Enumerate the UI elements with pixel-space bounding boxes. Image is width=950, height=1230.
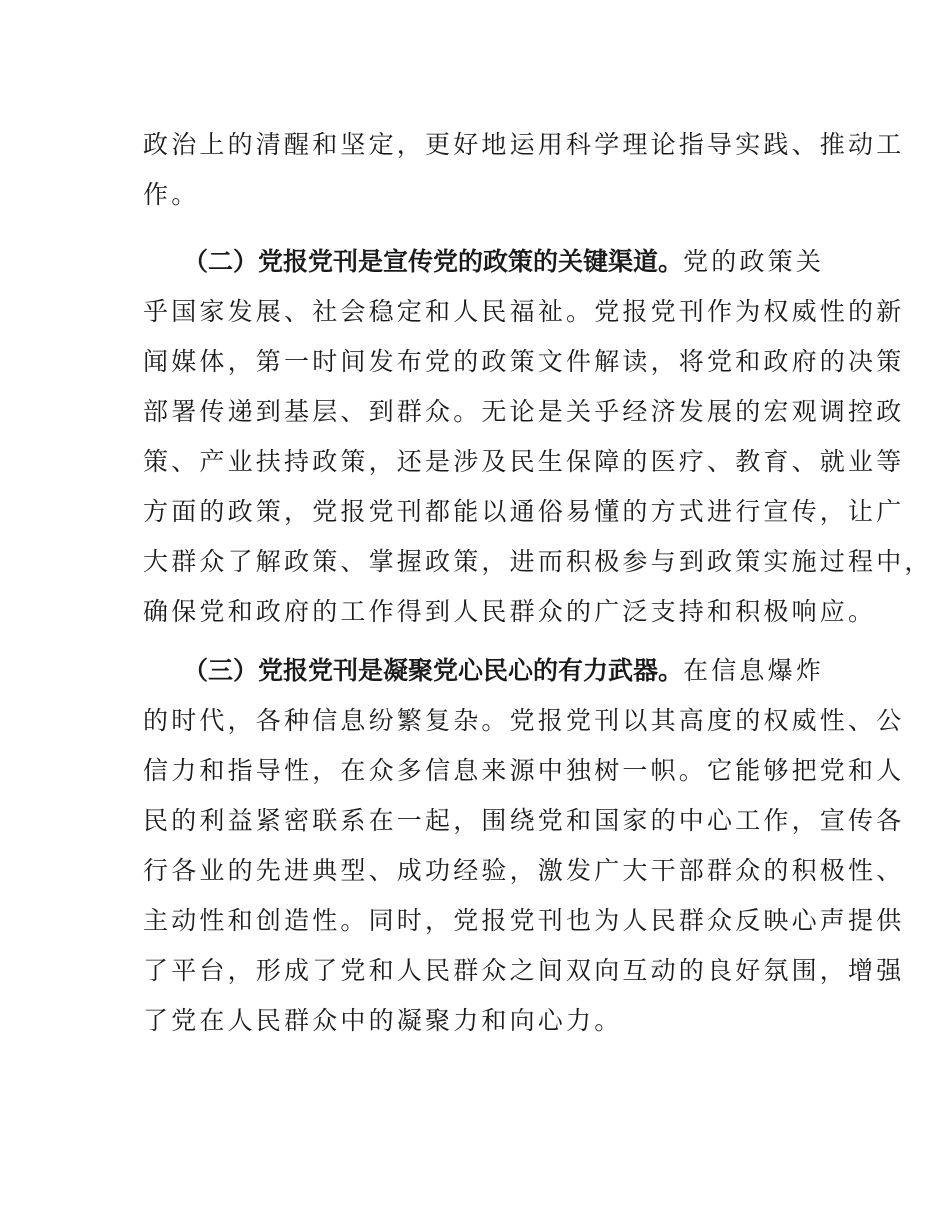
paragraph-line: 乎国家发展、社会稳定和人民福祉。党报党刊作为权威性的新 (143, 297, 905, 326)
paragraph-line: 部署传递到基层、到群众。无论是关乎经济发展的宏观调控政 (143, 397, 905, 426)
paragraph-line: 作。 (143, 180, 200, 209)
paragraph-line: 策、产业扶持政策，还是涉及民生保障的医疗、教育、就业等 (143, 447, 905, 476)
paragraph-line: 行各业的先进典型、成功经验，激发广大干部群众的积极性、 (143, 856, 905, 885)
paragraph-heading: （二）党报党刊是宣传党的政策的关键渠道。 (183, 247, 684, 276)
paragraph-heading: （三）党报党刊是凝聚党心民心的有力武器。 (183, 656, 684, 685)
paragraph-line: 方面的政策，党报党刊都能以通俗易懂的方式进行宣传，让广 (143, 497, 905, 526)
paragraph-line: 信力和指导性，在众多信息来源中独树一帜。它能够把党和人 (143, 756, 905, 785)
paragraph-line: 了党在人民群众中的凝聚力和向心力。 (143, 1006, 623, 1035)
paragraph-line: 大群众了解政策、掌握政策，进而积极参与到政策实施过程中， (143, 547, 933, 576)
paragraph-line: 主动性和创造性。同时，党报党刊也为人民群众反映心声提供 (143, 906, 905, 935)
paragraph-line: 政治上的清醒和坚定，更好地运用科学理论指导实践、推动工 (143, 130, 905, 159)
paragraph-line-rest: 在信息爆炸 (683, 656, 825, 685)
paragraph-line-rest: 党的政策关 (683, 247, 825, 276)
paragraph-line: 了平台，形成了党和人民群众之间双向互动的良好氛围，增强 (143, 956, 905, 985)
paragraph-line: 的时代，各种信息纷繁复杂。党报党刊以其高度的权威性、公 (143, 706, 905, 735)
paragraph-first-line (183, 653, 824, 689)
paragraph-line: 民的利益紧密联系在一起，围绕党和国家的中心工作，宣传各 (143, 806, 905, 835)
paragraph-first-line (183, 244, 824, 280)
paragraph-line: 闻媒体，第一时间发布党的政策文件解读，将党和政府的决策 (143, 347, 905, 376)
paragraph-line: 确保党和政府的工作得到人民群众的广泛支持和积极响应。 (143, 597, 877, 626)
